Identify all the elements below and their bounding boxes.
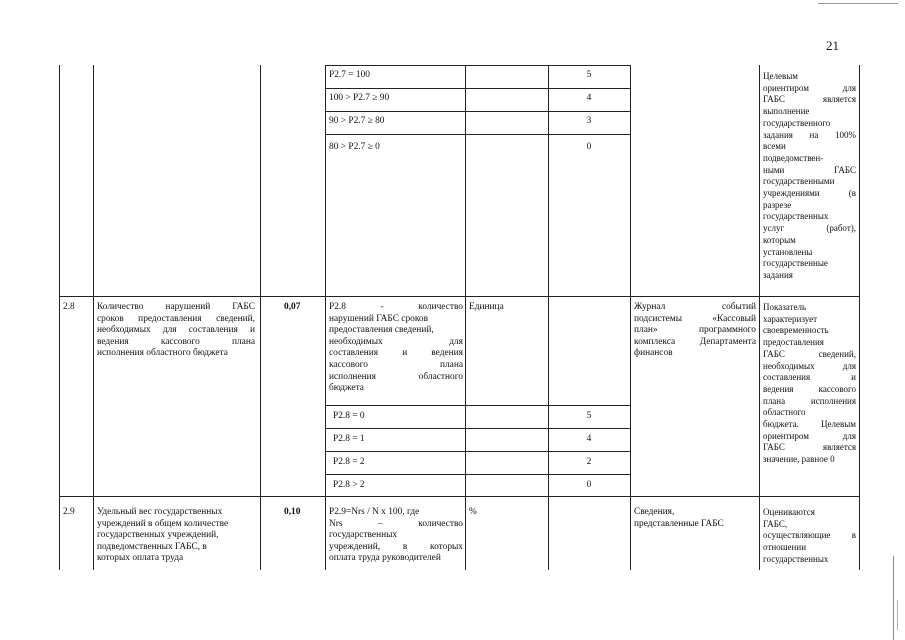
indicator-weight: 0,10 xyxy=(284,507,301,517)
text-line: составления и xyxy=(763,372,856,383)
text-line: представленные ГАБС xyxy=(634,518,724,529)
text-line: план» программного xyxy=(634,325,756,336)
text-line: Журнал событий xyxy=(634,302,756,312)
text-line: финансов xyxy=(634,348,673,359)
text-line: бюджета xyxy=(329,383,364,394)
row-divider xyxy=(325,88,631,89)
text-line: ными ГАБС xyxy=(763,164,856,175)
row-divider xyxy=(59,496,860,497)
text-line: значение, равное 0 xyxy=(763,454,835,465)
row-divider xyxy=(325,428,631,429)
text-line: плана исполнения xyxy=(763,395,856,406)
text-line: задания на 100% xyxy=(763,129,856,140)
row-number: 2.8 xyxy=(63,302,75,312)
text-line: кассового плана xyxy=(329,359,463,370)
scale-condition: 100 > P2.7 ≥ 90 xyxy=(329,93,390,103)
column-divider xyxy=(325,65,326,570)
text-line: сроков предоставления сведений, xyxy=(97,313,255,324)
text-line: задания xyxy=(763,269,793,280)
unit: % xyxy=(469,507,477,517)
row-divider xyxy=(325,451,631,452)
scan-artifact-line xyxy=(818,3,898,4)
scale-score: 4 xyxy=(586,93,592,103)
text-line: Удельный вес государственных xyxy=(97,507,223,517)
text-line: государственных xyxy=(763,211,829,222)
text-line: исполнения областного xyxy=(329,371,463,382)
text-line: составления и ведения xyxy=(329,348,463,359)
text-line: P2.9=Nrs / N x 100, где xyxy=(329,507,420,517)
formula xyxy=(329,507,463,565)
text-line: характеризует xyxy=(763,313,818,324)
comment-cell xyxy=(763,302,856,466)
text-line: подведомственных ГАБС, в xyxy=(97,541,207,552)
text-line: областного xyxy=(763,407,806,418)
text-line: предоставления xyxy=(763,337,824,348)
scale-condition: P2.8 = 1 xyxy=(333,434,365,444)
table-border xyxy=(59,65,60,570)
row-divider xyxy=(325,134,631,135)
row-divider xyxy=(325,111,631,112)
scale-score: 0 xyxy=(586,142,592,152)
text-line: которых оплата труда xyxy=(97,553,184,564)
comment-cell xyxy=(763,507,856,566)
text-line: бюджета. Целевым xyxy=(763,419,856,430)
text-line: всеми xyxy=(763,141,786,152)
text-line: государственного xyxy=(763,117,831,128)
column-divider xyxy=(465,65,466,570)
row-divider xyxy=(59,296,860,297)
scan-artifact-line xyxy=(897,600,898,630)
text-line: ГАБС сведений, xyxy=(763,348,856,359)
row-number: 2.9 xyxy=(63,507,75,517)
text-line: ведения кассового xyxy=(763,383,856,394)
text-line: оплата труда руководителей xyxy=(329,553,441,564)
text-line: подсистемы «Кассовый xyxy=(634,313,756,324)
text-line: государственных учреждений, xyxy=(97,530,219,541)
text-line: государственных xyxy=(763,553,829,564)
scale-condition: 90 > P2.7 ≥ 80 xyxy=(329,116,385,126)
column-divider xyxy=(260,65,261,570)
table-border xyxy=(859,65,860,570)
scale-score: 2 xyxy=(586,457,592,467)
column-divider xyxy=(630,65,631,570)
text-line: необходимых для составления и xyxy=(97,325,255,336)
text-line: услуг (работ), xyxy=(763,223,856,234)
text-line: своевременность xyxy=(763,325,829,336)
scale-condition: P2.8 = 2 xyxy=(333,457,365,467)
text-line: выполнение xyxy=(763,106,810,117)
indicator-name xyxy=(97,507,255,565)
row-divider xyxy=(325,405,631,406)
scale-score: 0 xyxy=(586,480,592,490)
text-line: P2.8 - количество xyxy=(329,302,463,312)
text-line: исполнения областного бюджета xyxy=(97,348,228,359)
text-line: Целевым xyxy=(763,71,798,81)
text-line: ГАБС является xyxy=(763,94,856,105)
text-line: комплекса Департамента xyxy=(634,336,756,347)
column-divider xyxy=(759,65,760,570)
data-source xyxy=(634,507,756,530)
text-line: разрезе xyxy=(763,199,792,210)
text-line: ориентиром для xyxy=(763,430,856,441)
text-line: установлены xyxy=(763,246,813,257)
text-line: отношении xyxy=(763,542,807,553)
text-line: государственных xyxy=(329,530,398,541)
text-line: государственными xyxy=(763,176,835,187)
scale-condition: P2.7 = 100 xyxy=(329,70,370,80)
text-line: предоставления сведений, xyxy=(329,325,434,336)
scale-score: 5 xyxy=(586,70,592,80)
indicator-weight: 0,07 xyxy=(284,302,301,312)
row-divider xyxy=(325,65,631,66)
text-line: необходимых для xyxy=(763,360,856,371)
text-line: Показатель xyxy=(763,302,807,312)
comment-cell xyxy=(763,71,856,282)
row-divider xyxy=(325,474,631,475)
scale-score: 3 xyxy=(586,116,592,126)
text-line: Сведения, xyxy=(634,507,675,517)
column-divider xyxy=(548,65,549,570)
text-line: государственные xyxy=(763,258,828,269)
text-line: Nrs – количество xyxy=(329,518,463,529)
text-line: ведения кассового плана xyxy=(97,336,255,347)
page-number: 21 xyxy=(826,38,839,53)
text-line: учреждений в общем количестве xyxy=(97,518,229,529)
text-line: ГАБС, xyxy=(763,518,788,529)
scale-score: 4 xyxy=(586,434,592,444)
text-line: ГАБС является xyxy=(763,442,856,453)
scale-condition: P2.8 > 2 xyxy=(333,480,365,490)
text-line: подведомствен- xyxy=(763,152,824,163)
scale-condition: P2.8 = 0 xyxy=(333,411,365,421)
data-source xyxy=(634,302,756,360)
column-divider xyxy=(93,65,94,570)
scan-artifact-line xyxy=(893,556,894,640)
unit: Единица xyxy=(469,302,504,312)
text-line: учреждений, в которых xyxy=(329,541,463,552)
text-line: нарушений ГАБС сроков xyxy=(329,313,429,324)
text-line: которым xyxy=(763,234,796,245)
indicator-name xyxy=(97,302,255,360)
scale-score: 5 xyxy=(586,411,592,421)
text-line: осуществляющие в xyxy=(763,530,856,541)
text-line: Оцениваются xyxy=(763,507,815,517)
text-line: необходимых для xyxy=(329,336,463,347)
text-line: Количество нарушений ГАБС xyxy=(97,302,255,312)
text-line: учреждениями (в xyxy=(763,188,856,199)
formula xyxy=(329,302,463,395)
text-line: ориентиром для xyxy=(763,82,856,93)
scale-condition: 80 > P2.7 ≥ 0 xyxy=(329,142,380,152)
